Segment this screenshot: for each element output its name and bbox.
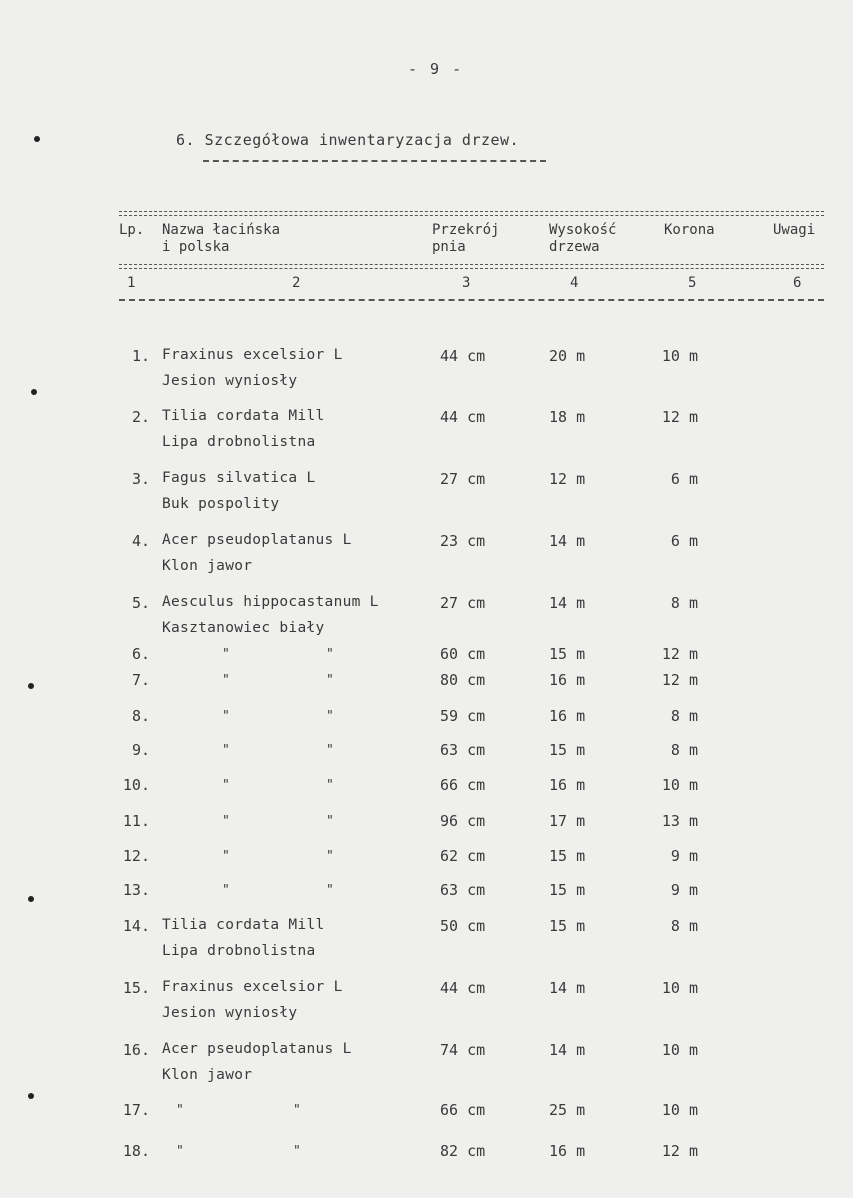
- header-notes: Uwagi: [773, 222, 816, 238]
- ditto-mark: ": [293, 1103, 301, 1118]
- tree-height: 15 m: [549, 645, 586, 663]
- column-number: 6: [793, 275, 802, 291]
- trunk-diameter: 44 cm: [440, 347, 486, 365]
- ditto-mark: ": [222, 849, 230, 864]
- row-number: 4.: [131, 532, 150, 550]
- crown-width: 9 m: [670, 881, 698, 899]
- row-number: 7.: [131, 671, 150, 689]
- column-number: 5: [688, 275, 697, 291]
- trunk-diameter: 50 cm: [440, 917, 486, 935]
- crown-width: 8 m: [670, 917, 698, 935]
- row-number: 17.: [122, 1101, 150, 1119]
- ditto-mark: ": [222, 673, 230, 688]
- trunk-diameter: 82 cm: [440, 1142, 486, 1160]
- ditto-mark: ": [176, 1103, 184, 1118]
- trunk-diameter: 80 cm: [440, 671, 486, 689]
- header-height-line2: drzewa: [549, 239, 600, 255]
- ditto-mark: ": [222, 647, 230, 662]
- tree-height: 16 m: [549, 1142, 586, 1160]
- tree-height: 14 m: [549, 979, 586, 997]
- tree-height: 15 m: [549, 917, 586, 935]
- trunk-diameter: 63 cm: [440, 881, 486, 899]
- column-number: 3: [462, 275, 471, 291]
- latin-name: Aesculus hippocastanum L: [162, 594, 379, 610]
- trunk-diameter: 74 cm: [440, 1041, 486, 1059]
- polish-name: Jesion wyniosły: [162, 1005, 298, 1021]
- ditto-mark: ": [326, 647, 334, 662]
- row-number: 12.: [122, 847, 150, 865]
- row-number: 6.: [131, 645, 150, 663]
- header-name-line2: i polska: [162, 239, 230, 255]
- tree-height: 14 m: [549, 532, 586, 550]
- crown-width: 10 m: [661, 347, 698, 365]
- crown-width: 10 m: [661, 979, 698, 997]
- crown-width: 9 m: [670, 847, 698, 865]
- polish-name: Klon jawor: [162, 1067, 253, 1083]
- punch-hole: [28, 683, 34, 689]
- trunk-diameter: 63 cm: [440, 741, 486, 759]
- ditto-mark: ": [222, 883, 230, 898]
- trunk-diameter: 96 cm: [440, 812, 486, 830]
- polish-name: Klon jawor: [162, 558, 253, 574]
- tree-height: 25 m: [549, 1101, 586, 1119]
- punch-hole: [28, 1093, 34, 1099]
- header-trunk-line2: pnia: [432, 239, 466, 255]
- crown-width: 8 m: [670, 594, 698, 612]
- crown-width: 12 m: [661, 1142, 698, 1160]
- trunk-diameter: 23 cm: [440, 532, 486, 550]
- latin-name: Tilia cordata Mill: [162, 408, 325, 424]
- header-height-line1: Wysokość: [549, 222, 617, 238]
- ditto-mark: ": [326, 814, 334, 829]
- row-number: 3.: [131, 470, 150, 488]
- row-number: 8.: [131, 707, 150, 725]
- latin-name: Acer pseudoplatanus L: [162, 1041, 352, 1057]
- trunk-diameter: 27 cm: [440, 470, 486, 488]
- tree-height: 14 m: [549, 1041, 586, 1059]
- ditto-mark: ": [222, 709, 230, 724]
- trunk-diameter: 66 cm: [440, 776, 486, 794]
- polish-name: Jesion wyniosły: [162, 373, 298, 389]
- row-number: 10.: [122, 776, 150, 794]
- header-lp: Lp.: [119, 222, 145, 238]
- tree-height: 15 m: [549, 847, 586, 865]
- tree-height: 16 m: [549, 776, 586, 794]
- heading-underline: [203, 160, 546, 162]
- trunk-diameter: 27 cm: [440, 594, 486, 612]
- row-number: 13.: [122, 881, 150, 899]
- row-number: 11.: [122, 812, 150, 830]
- ditto-mark: ": [176, 1144, 184, 1159]
- crown-width: 10 m: [661, 776, 698, 794]
- polish-name: Lipa drobnolistna: [162, 434, 316, 450]
- ditto-mark: ": [222, 814, 230, 829]
- row-number: 1.: [131, 347, 150, 365]
- ditto-mark: ": [326, 709, 334, 724]
- tree-height: 20 m: [549, 347, 586, 365]
- crown-width: 8 m: [670, 741, 698, 759]
- row-number: 14.: [122, 917, 150, 935]
- row-number: 2.: [131, 408, 150, 426]
- tree-height: 16 m: [549, 671, 586, 689]
- latin-name: Fraxinus excelsior L: [162, 347, 343, 363]
- trunk-diameter: 66 cm: [440, 1101, 486, 1119]
- ditto-mark: ": [326, 778, 334, 793]
- polish-name: Buk pospolity: [162, 496, 280, 512]
- ditto-mark: ": [326, 673, 334, 688]
- crown-width: 12 m: [661, 671, 698, 689]
- punch-hole: [34, 136, 40, 142]
- crown-width: 6 m: [670, 470, 698, 488]
- latin-name: Tilia cordata Mill: [162, 917, 325, 933]
- crown-width: 13 m: [661, 812, 698, 830]
- header-bottom-rule: [119, 264, 824, 269]
- column-numbers-rule: [119, 299, 824, 301]
- tree-height: 15 m: [549, 741, 586, 759]
- header-crown: Korona: [664, 222, 715, 238]
- trunk-diameter: 59 cm: [440, 707, 486, 725]
- crown-width: 10 m: [661, 1041, 698, 1059]
- column-number: 2: [292, 275, 301, 291]
- ditto-mark: ": [222, 743, 230, 758]
- tree-height: 16 m: [549, 707, 586, 725]
- crown-width: 12 m: [661, 408, 698, 426]
- trunk-diameter: 44 cm: [440, 408, 486, 426]
- header-name-line1: Nazwa łacińska: [162, 222, 281, 238]
- trunk-diameter: 44 cm: [440, 979, 486, 997]
- column-number: 1: [127, 275, 136, 291]
- table-top-rule: [119, 211, 824, 216]
- tree-height: 12 m: [549, 470, 586, 488]
- punch-hole: [31, 389, 37, 395]
- crown-width: 6 m: [670, 532, 698, 550]
- ditto-mark: ": [326, 743, 334, 758]
- latin-name: Fraxinus excelsior L: [162, 979, 343, 995]
- crown-width: 10 m: [661, 1101, 698, 1119]
- section-heading: 6. Szczegółowa inwentaryzacja drzew.: [176, 131, 520, 149]
- row-number: 9.: [131, 741, 150, 759]
- row-number: 15.: [122, 979, 150, 997]
- ditto-mark: ": [326, 883, 334, 898]
- tree-height: 14 m: [549, 594, 586, 612]
- tree-height: 17 m: [549, 812, 586, 830]
- column-number: 4: [570, 275, 579, 291]
- polish-name: Kasztanowiec biały: [162, 620, 325, 636]
- punch-hole: [28, 896, 34, 902]
- tree-height: 18 m: [549, 408, 586, 426]
- trunk-diameter: 60 cm: [440, 645, 486, 663]
- polish-name: Lipa drobnolistna: [162, 943, 316, 959]
- trunk-diameter: 62 cm: [440, 847, 486, 865]
- row-number: 18.: [122, 1142, 150, 1160]
- latin-name: Fagus silvatica L: [162, 470, 316, 486]
- ditto-mark: ": [222, 778, 230, 793]
- latin-name: Acer pseudoplatanus L: [162, 532, 352, 548]
- crown-width: 12 m: [661, 645, 698, 663]
- crown-width: 8 m: [670, 707, 698, 725]
- ditto-mark: ": [326, 849, 334, 864]
- row-number: 5.: [131, 594, 150, 612]
- ditto-mark: ": [293, 1144, 301, 1159]
- row-number: 16.: [122, 1041, 150, 1059]
- header-trunk-line1: Przekrój: [432, 222, 500, 238]
- page-number: - 9 -: [408, 60, 464, 78]
- tree-height: 15 m: [549, 881, 586, 899]
